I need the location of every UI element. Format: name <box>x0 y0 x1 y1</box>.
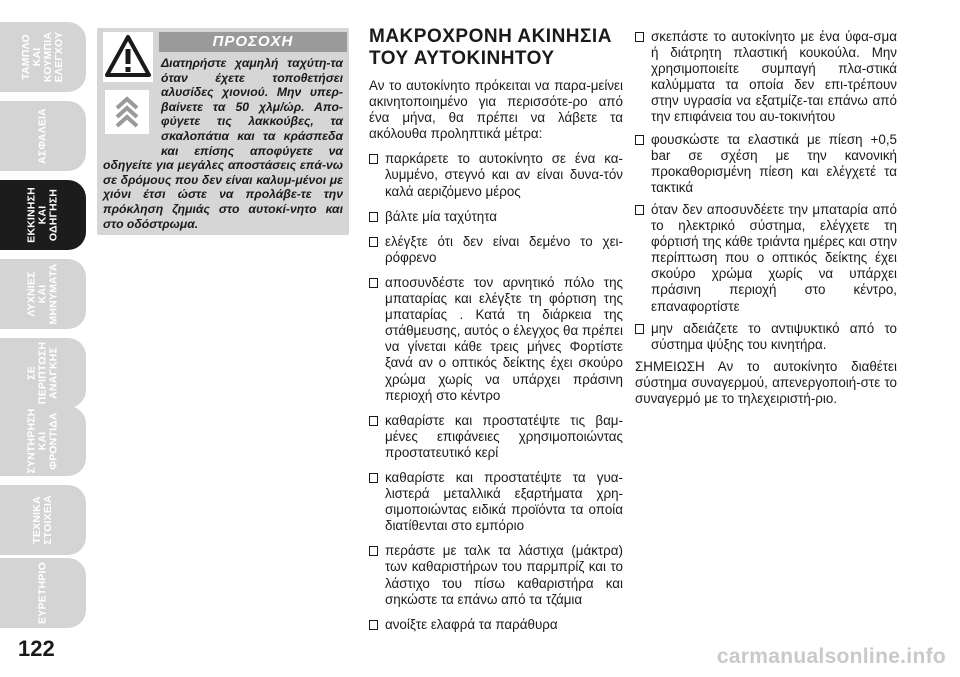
tab-label: ΕΥΡΕΤΗΡΙΟ <box>36 562 49 624</box>
section-title-line-1: ΜΑΚΡΟΧΡΟΝΗ ΑΚΙΝΗΣΙΑ <box>369 26 612 47</box>
list-item: φουσκώστε τα ελαστικά με πίεση +0,5 bar σε σχέση με την κανονική προκαθορισμένη πίεση και ελέγχετέ τα τακτικά <box>635 132 897 196</box>
tab-label: ΑΣΦΑΛΕΙΑ <box>36 108 49 164</box>
list-item: παρκάρετε το αυτοκίνητο σε ένα κα-λυμμένο, στεγνό και αν είναι δυνα-τόν καλά αεριζόμενο μέρος <box>369 151 623 199</box>
tab-maintenance-care[interactable] <box>0 406 86 476</box>
chapter-sidebar <box>0 0 88 677</box>
checkbox-bullet-icon <box>369 620 378 630</box>
warning-header: ΠΡΟΣΟΧΗ <box>159 32 347 52</box>
main-column-right <box>635 29 897 416</box>
main-column-left <box>369 26 623 642</box>
tab-technical-data[interactable] <box>0 485 86 555</box>
checkbox-bullet-icon <box>635 135 644 145</box>
checkbox-bullet-icon <box>369 212 378 222</box>
tab-label: ΤΕΧΝΙΚΑ ΣΤΟΙΧΕΙΑ <box>31 495 54 545</box>
tab-index[interactable] <box>0 558 86 628</box>
checkbox-bullet-icon <box>635 324 644 334</box>
checkbox-bullet-icon <box>369 473 378 483</box>
list-item: σκεπάστε το αυτοκίνητο με ένα ύφα-σμα ή διάτρητη πλαστική κουκούλα. Μην χρησιμοποιείτε συμπαγή πλα-στικά καλύμματα τα οποία δεν επι-τρέπουν στην υγρασία να εξατμίζε-ται επάνω από την επιφάνεια του αυ-τοκινήτου <box>635 29 897 126</box>
intro-paragraph: Αν το αυτοκίνητο πρόκειται να παρα-μείνει ακινητοποιημένο για περισσότε-ρο από ένα μήνα, θα πρέπει να λάβετε τα ακόλουθα προληπτικά μέτρα: <box>369 78 623 142</box>
warning-text-block <box>97 56 347 231</box>
warning-box <box>97 28 349 235</box>
tab-starting-driving[interactable] <box>0 180 86 250</box>
list-item: όταν δεν αποσυνδέετε την μπαταρία από το ηλεκτρικό σύστημα, ελέγχετε τη φόρτισή της κάθε τριάντα ημέρες και στην περίπτωση που ο οπτικός δείκτης έχει σκούρο χρώμα χωρίς να υπάρχει πράσινη περιοχή στο κέντρο, επαναφορτίστε <box>635 202 897 315</box>
checkbox-bullet-icon <box>369 416 378 426</box>
tab-label: ΕΚΚΙΝΗΣΗ ΚΑΙ ΟΔΗΓΗΣΗ <box>25 187 60 243</box>
list-item: περάστε με ταλκ τα λάστιχα (μάκτρα) των καθαριστήρων του παρμπρίζ και το λάστιχο του πίσω καθαριστήρα και σηκώστε τα επάνω από τα τζάμια <box>369 543 623 607</box>
tab-dashboard-controls[interactable] <box>0 22 86 92</box>
list-item: αποσυνδέστε τον αρνητικό πόλο της μπαταρίας και ελέγξτε τη φόρτιση της μπαταρίας . Κατά τη διάρκεια της στάθμευσης, αυτός ο έλεγχος θα πρέπει να γίνεται κάθε τρεις μήνες Φορτίστε ξανά αν ο οπτικός δείκτης έχει σκούρο χρώμα χωρίς να υπάρχει πράσινη περιοχή στο κέντρο <box>369 275 623 404</box>
checkbox-bullet-icon <box>635 205 644 215</box>
checkbox-bullet-icon <box>635 32 644 42</box>
tab-label: ΣΕ ΠΕΡΙΠΤΩΣΗ ΑΝΑΓΚΗΣ <box>25 341 60 405</box>
checkbox-bullet-icon <box>369 546 378 556</box>
watermark: carmanualsonline.info <box>716 645 946 668</box>
tab-label: ΣΥΝΤΗΡΗΣΗ ΚΑΙ ΦΡΟΝΤΙΔΑ <box>25 408 60 474</box>
note-paragraph: ΣΗΜΕΙΩΣΗ Αν το αυτοκίνητο διαθέτει σύστημα συναγερμού, απενεργοποιή-στε το συναγερμό με το τηλεχειριστή-ριο. <box>635 358 897 406</box>
list-item: ανοίξτε ελαφρά τα παράθυρα <box>369 617 623 633</box>
page-number: 122 <box>18 636 55 661</box>
tab-label: ΛΥΧΝΙΕΣ ΚΑΙ ΜΗΝΥΜΑΤΑ <box>25 263 60 325</box>
list-item: καθαρίστε και προστατέψτε τις βαμ-μένες επιφάνειες χρησιμοποιώντας προστατευτικό κερί <box>369 413 623 461</box>
list-item: καθαρίστε και προστατέψτε τα γυα-λιστερά μεταλλικά εξαρτήματα χρη-σιμοποιώντας ειδικά προϊόντα τα οποία διατίθενται στο εμπόριο <box>369 470 623 534</box>
warning-text: Διατηρήστε χαμηλή ταχύτη-τα όταν έχετε τοποθετήσει αλυσίδες χιονιού. Μην υπερ-βαίνετε τα 50 χλμ/ώρ. Απο-φύγετε τις λακκούβες, τα σκαλοπάτια και τα κράσπεδα και επίσης αποφύγετε να οδηγείτε για μεγάλες αποστάσεις επά-νω σε δρόμους που δεν είναι καλυμ-μένοι με χιόνι έτσι ώστε να προλάβε-τε την πρόκληση ζημιάς στο αυτοκί-νητο και στο οδόστρωμα. <box>103 56 343 231</box>
tab-lights-messages[interactable] <box>0 259 86 329</box>
tab-safety[interactable] <box>0 101 86 171</box>
section-title <box>369 26 623 70</box>
checkbox-bullet-icon <box>369 237 378 247</box>
checkbox-bullet-icon <box>369 154 378 164</box>
list-item: βάλτε μία ταχύτητα <box>369 209 623 225</box>
tab-label: ΤΑΜΠΛΟ ΚΑΙ ΚΟΥΜΠΙΑ ΕΛΕΓΧΟΥ <box>20 31 65 83</box>
list-item: ελέγξτε ότι δεν είναι δεμένο το χει-ρόφρενο <box>369 234 623 266</box>
tab-emergency[interactable] <box>0 338 86 408</box>
section-title-line-2: ΤΟΥ ΑΥΤΟΚΙΝΗΤΟΥ <box>369 48 555 69</box>
list-item: μην αδειάζετε το αντιψυκτικό από το σύστημα ψύξης του κινητήρα. <box>635 321 897 353</box>
checkbox-bullet-icon <box>369 278 378 288</box>
